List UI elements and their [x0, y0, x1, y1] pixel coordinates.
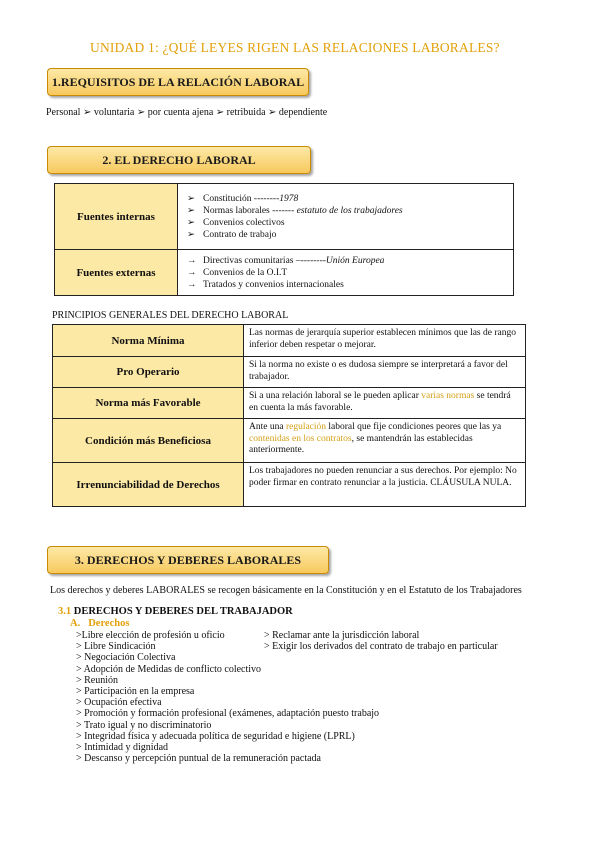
right-item: > Reunión: [76, 674, 119, 686]
principle-description: [244, 325, 526, 357]
intro-paragraph: Los derechos y deberes LABORALES se recogen básicamente en la Constitución y en el Estatuto de los Trabajadores: [50, 585, 522, 596]
bullet-marker: ➢: [187, 217, 195, 228]
right-item: > Libre Sindicación: [76, 641, 156, 653]
principle-text: laboral que fije condiciones peores que las ya: [326, 422, 502, 432]
sources-internal-label: Fuentes internas: [55, 184, 178, 250]
sources-external-item: [187, 255, 512, 267]
right-item: > Adopción de Medidas de conflicto colectivo: [76, 663, 262, 675]
sources-internal-cell: [178, 184, 514, 250]
sources-external-item: [187, 279, 512, 291]
sources-row-internal: [55, 184, 514, 250]
subheading-letter: A.: [70, 618, 81, 629]
item-text: Constitución --------: [203, 193, 280, 204]
section-heading-derecho-laboral: 2. EL DERECHO LABORAL: [47, 146, 311, 174]
item-text: Convenios de la O.I.T: [203, 267, 288, 278]
section-heading-derechos-deberes: 3. DERECHOS Y DEBERES LABORALES: [47, 546, 329, 574]
principle-text: Los trabajadores no pueden renunciar a sus derechos. Por ejemplo: No poder firmar en contrato renunciar a la justicia. CLÁUSULA NULA.: [249, 466, 517, 488]
principle-description: [244, 357, 526, 388]
item-text: Convenios colectivos: [203, 217, 285, 228]
sources-external-cell: [178, 250, 514, 296]
principle-row: [53, 325, 526, 357]
right-item: > Exigir los derivados del contrato de trabajo en particular: [264, 641, 498, 653]
principles-title: PRINCIPIOS GENERALES DEL DERECHO LABORAL: [52, 310, 289, 321]
principle-description: [244, 388, 526, 419]
item-text: Directivas comunitarias –--------: [203, 255, 326, 266]
principle-name: Condición más Beneficiosa: [53, 419, 244, 463]
principle-name: Pro Operario: [53, 357, 244, 388]
item-note: 1978: [279, 193, 299, 204]
sources-internal-item: [187, 217, 512, 229]
sources-table: [54, 183, 514, 296]
subsection-number: 3.1: [58, 606, 72, 617]
bullet-marker: →: [187, 279, 197, 290]
principle-row: [53, 357, 526, 388]
bullet-marker: ➢: [187, 229, 195, 240]
right-item: > Trato igual y no discriminatorio: [76, 719, 212, 731]
principle-row: [53, 388, 526, 419]
right-item: > Descanso y percepción puntual de la remuneración pactada: [76, 753, 321, 765]
bullet-marker: →: [187, 267, 197, 278]
bullet-marker: →: [187, 255, 197, 266]
right-item: > Promoción y formación profesional (exámenes, adaptación puesto trabajo: [76, 708, 380, 720]
item-text: Normas laborales -------: [203, 205, 297, 216]
item-note: estatuto de los trabajadores: [296, 205, 403, 216]
principle-description: [244, 419, 526, 463]
principle-name: Norma Mínima: [53, 325, 244, 357]
principles-table: [52, 324, 526, 507]
principle-description: [244, 463, 526, 507]
right-item: > Intimidad y dignidad: [76, 742, 169, 754]
principle-text: Si la norma no existe o es dudosa siempre se interpretará a favor del trabajador.: [249, 360, 508, 382]
item-text: Tratados y convenios internacionales: [203, 279, 344, 290]
right-item: > Reclamar ante la jurisdicción laboral: [264, 630, 420, 641]
sources-external-item: [187, 267, 512, 279]
sources-external-list: [179, 255, 512, 291]
subheading-derechos: [70, 618, 129, 629]
principle-text: se tendrá en cuenta la más favorable.: [249, 391, 511, 413]
sources-row-external: [55, 250, 514, 296]
principle-text: Si a una relación laboral se le pueden aplicar: [249, 391, 422, 401]
principle-highlight: contenidas en los contratos: [249, 433, 352, 444]
principle-name: Norma más Favorable: [53, 388, 244, 419]
bullet-marker: ➢: [187, 205, 195, 216]
principle-highlight: varias normas: [421, 391, 475, 401]
sources-internal-item: [187, 229, 512, 241]
requirements-chain: Personal ➢ voluntaria ➢ por cuenta ajena ➢ retribuida ➢ dependiente: [46, 107, 328, 118]
principle-text: , se mantendrán las establecidas anteriormente.: [249, 433, 473, 455]
subsection-title: DERECHOS Y DEBERES DEL TRABAJADOR: [71, 606, 293, 617]
right-item: > Participación en la empresa: [76, 686, 195, 698]
principle-row: [53, 463, 526, 507]
subsection-heading-3-1: [58, 606, 293, 617]
principle-text: Las normas de jerarquía superior establecen mínimos que las de rango inferior deben respetar o mejorar.: [249, 328, 516, 350]
principle-highlight: regulación: [285, 422, 327, 432]
sources-internal-item: [187, 205, 512, 217]
principle-text: Ante una: [249, 422, 286, 432]
unit-title: UNIDAD 1: ¿QUÉ LEYES RIGEN LAS RELACIONES LABORALES?: [90, 40, 500, 55]
right-item: > Integridad física y adecuada política de seguridad e higiene (LPRL): [76, 730, 355, 742]
right-item: > Ocupación efectiva: [76, 697, 162, 709]
right-item: > Negociación Colectiva: [76, 652, 176, 664]
sources-internal-item: [187, 193, 512, 205]
principle-row: [53, 419, 526, 463]
principle-name: Irrenunciabilidad de Derechos: [53, 463, 244, 507]
section-heading-requisitos: 1.REQUISITOS DE LA RELACIÓN LABORAL: [47, 68, 309, 96]
bullet-marker: ➢: [187, 193, 195, 204]
sources-external-label: Fuentes externas: [55, 250, 178, 296]
item-note: Unión Europea: [325, 255, 385, 266]
subheading-title: Derechos: [88, 618, 130, 629]
rights-list-right: [264, 630, 498, 652]
right-item: >Libre elección de profesión u oficio: [76, 630, 225, 641]
sources-internal-list: [179, 193, 512, 241]
item-text: Contrato de trabajo: [203, 229, 277, 240]
